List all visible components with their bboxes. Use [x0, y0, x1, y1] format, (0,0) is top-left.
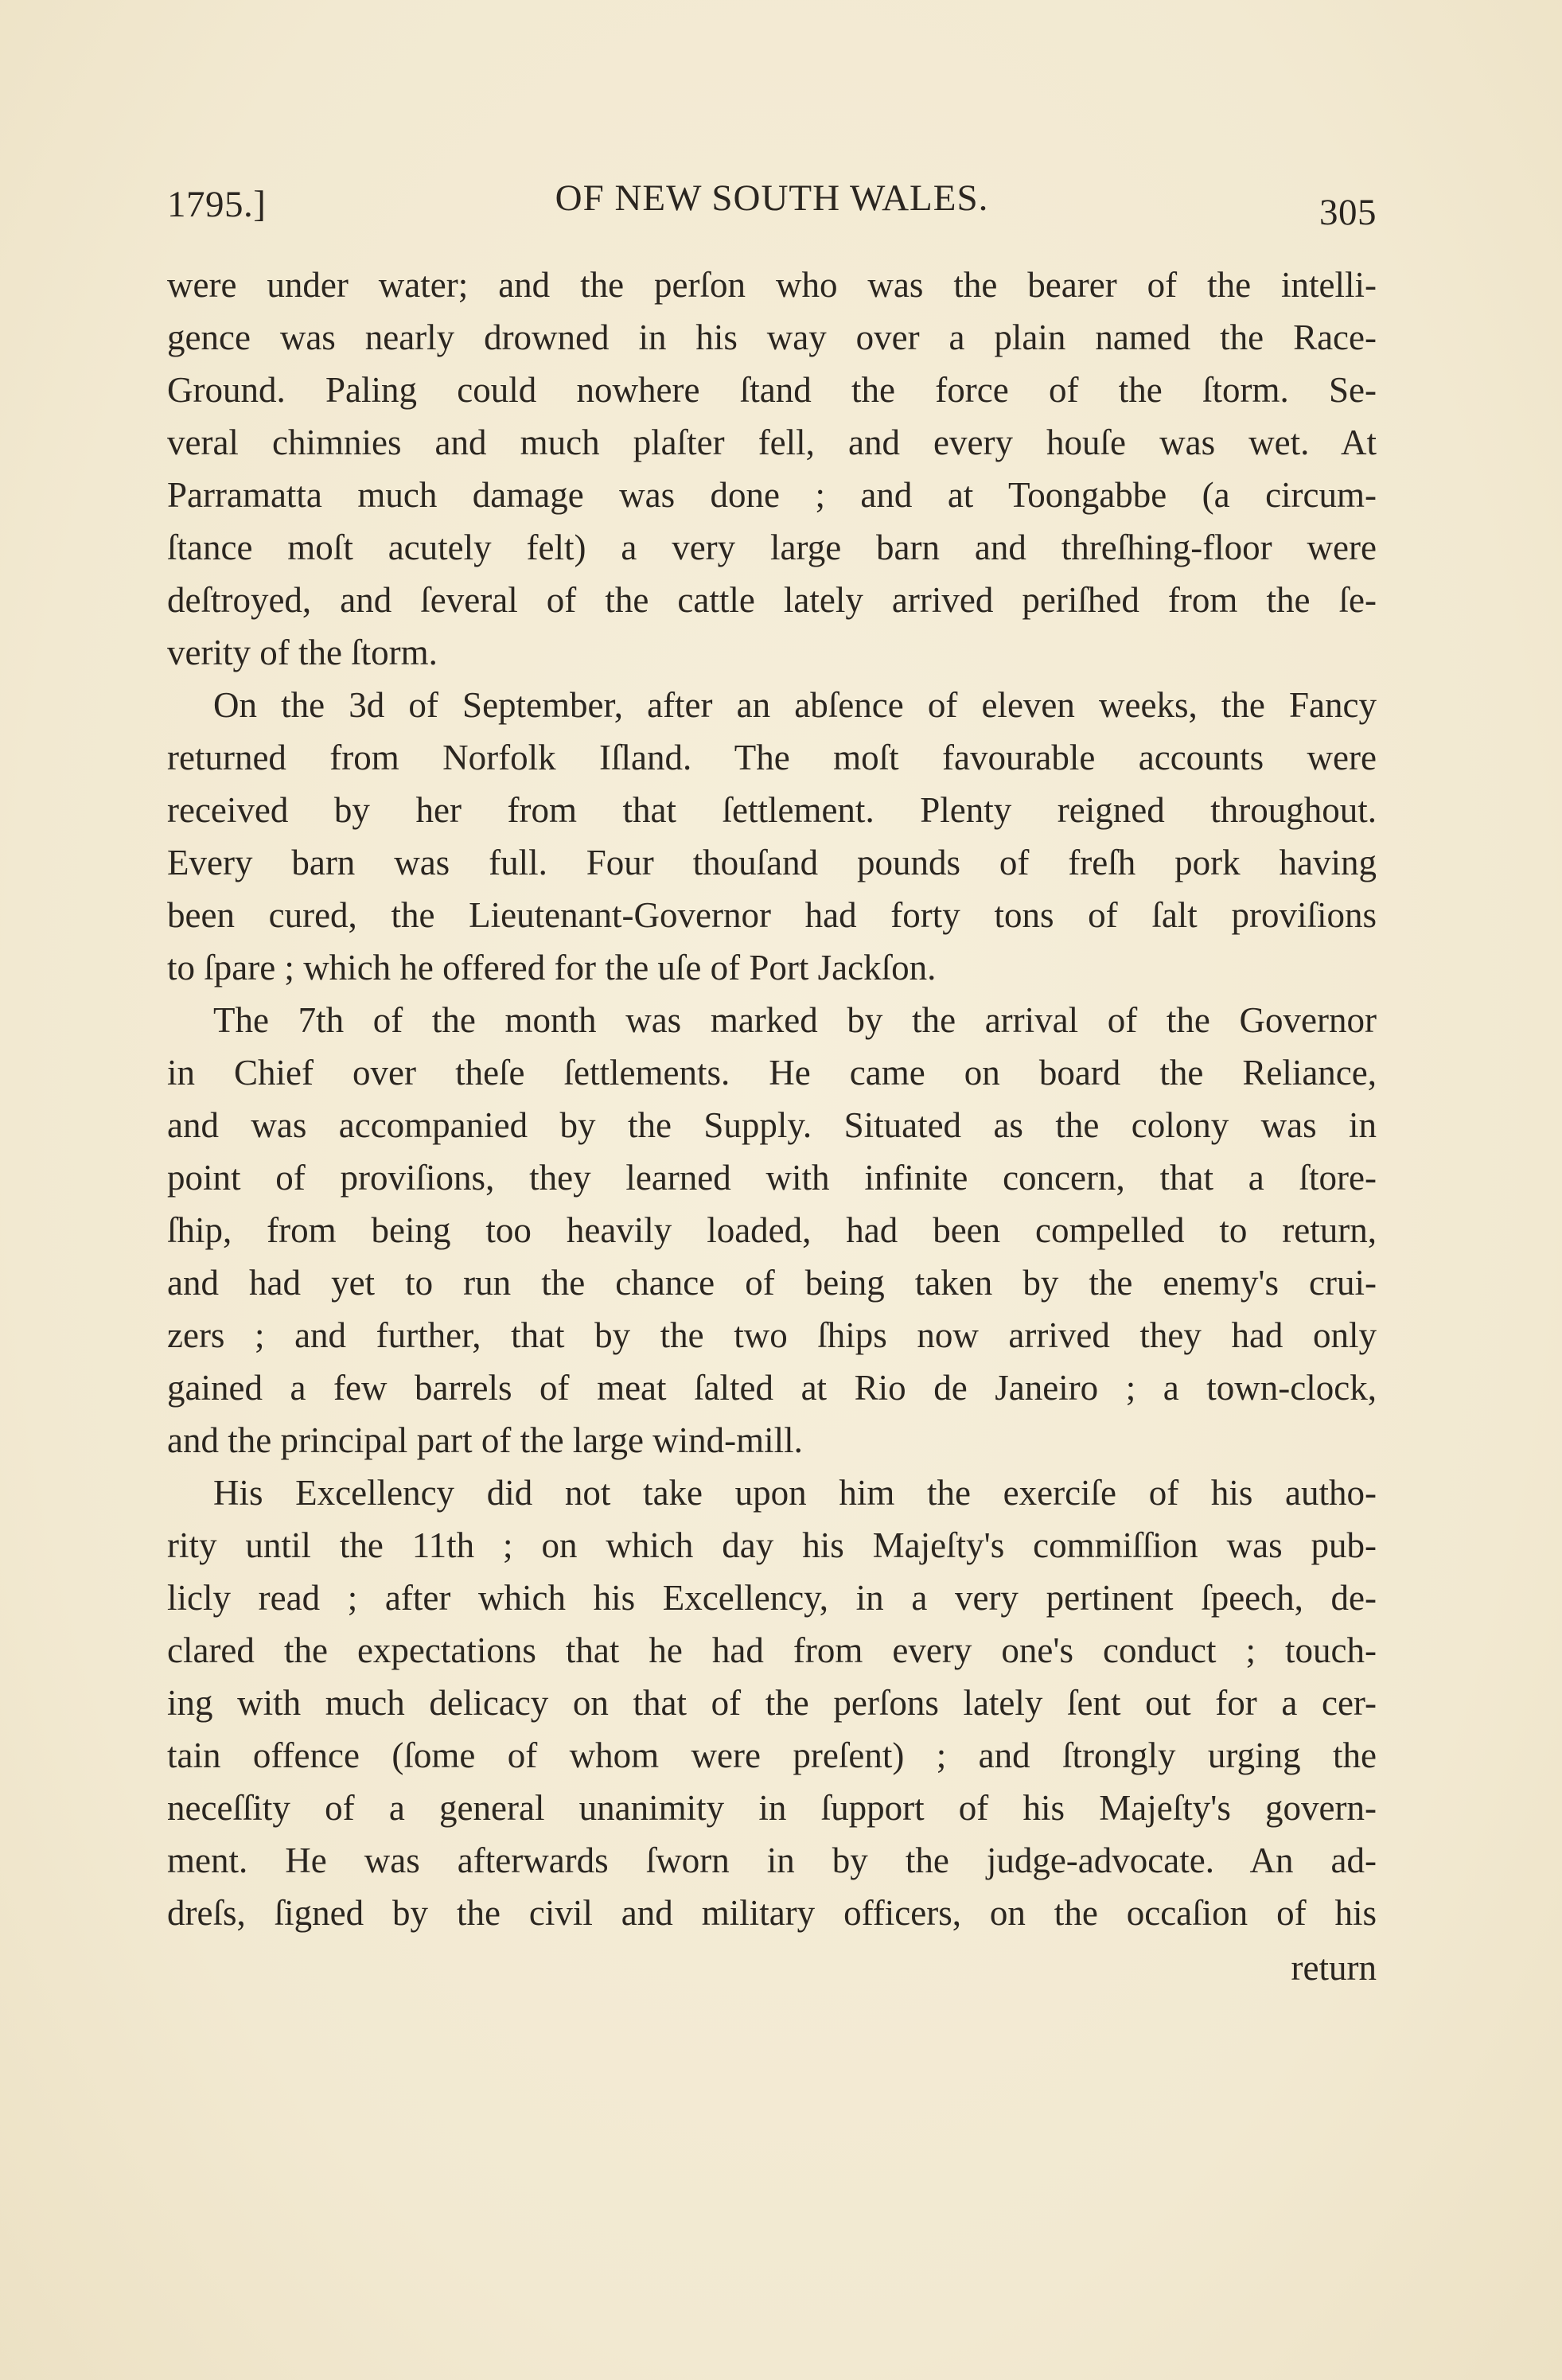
text-line: zers ; and further, that by the two ſhips now arrived they had only [167, 1315, 1377, 1355]
paragraph [167, 259, 1377, 679]
page-number: 305 [1319, 192, 1377, 233]
body-text [167, 259, 1377, 1939]
running-head-year: 1795.] [167, 184, 267, 225]
running-head-title: OF NEW SOUTH WALES. [555, 177, 989, 219]
text-line: point of proviſions, they learned with infinite concern, that a ſtore- [167, 1158, 1377, 1198]
text-line: clared the expectations that he had from every one's conduct ; touch- [167, 1630, 1377, 1670]
text-line: rity until the 11th ; on which day his Majeſty's commiſſion was pub- [167, 1525, 1377, 1565]
text-line: His Excellency did not take upon him the exerciſe of his autho- [213, 1473, 1377, 1513]
text-line: ſtance moſt acutely felt) a very large barn and threſhing-floor were [167, 528, 1377, 567]
running-head [167, 177, 1377, 232]
text-line: ment. He was afterwards ſworn in by the judge-advocate. An ad- [167, 1841, 1377, 1880]
text-line: ing with much delicacy on that of the perſons lately ſent out for a cer- [167, 1683, 1377, 1723]
text-line: ſhip, from being too heavily loaded, had been compelled to return, [167, 1210, 1377, 1250]
text-line: gained a few barrels of meat ſalted at Rio de Janeiro ; a town-clock, [167, 1368, 1377, 1408]
text-line: verity of the ſtorm. [167, 633, 438, 672]
text-line: to ſpare ; which he offered for the uſe of Port Jackſon. [167, 948, 937, 987]
text-line: neceſſity of a general unanimity in ſupport of his Majeſty's govern- [167, 1788, 1377, 1828]
catchword: return [1291, 1948, 1377, 1988]
text-line: tain offence (ſome of whom were preſent) ; and ſtrongly urging the [167, 1735, 1377, 1775]
text-line: Every barn was full. Four thouſand pounds of freſh pork having [167, 843, 1377, 882]
text-line: The 7th of the month was marked by the arrival of the Governor [213, 1000, 1377, 1040]
text-line: and the principal part of the large wind-mill. [167, 1420, 803, 1460]
text-line: deſtroyed, and ſeveral of the cattle lately arrived periſhed from the ſe- [167, 580, 1377, 620]
text-line: in Chief over theſe ſettlements. He came on board the Reliance, [167, 1053, 1377, 1093]
text-line: Ground. Paling could nowhere ſtand the force of the ſtorm. Se- [167, 370, 1377, 410]
text-line: Parramatta much damage was done ; and at Toongabbe (a circum- [167, 475, 1377, 515]
text-line: veral chimnies and much plaſter fell, and every houſe was wet. At [167, 423, 1377, 462]
text-line: On the 3d of September, after an abſence of eleven weeks, the Fancy [213, 685, 1377, 725]
text-line: and was accompanied by the Supply. Situated as the colony was in [167, 1105, 1377, 1145]
text-line: dreſs, ſigned by the civil and military officers, on the occaſion of his [167, 1893, 1377, 1933]
text-line: and had yet to run the chance of being taken by the enemy's crui- [167, 1263, 1377, 1303]
text-line: gence was nearly drowned in his way over a plain named the Race- [167, 317, 1377, 357]
text-line: been cured, the Lieutenant-Governor had forty tons of ſalt proviſions [167, 895, 1377, 935]
paragraph [167, 1467, 1377, 1939]
text-line: returned from Norfolk Iſland. The moſt favourable accounts were [167, 738, 1377, 777]
paragraph [167, 679, 1377, 994]
paragraph [167, 994, 1377, 1467]
text-line: licly read ; after which his Excellency, in a very pertinent ſpeech, de- [167, 1578, 1377, 1618]
text-line: received by her from that ſettlement. Plenty reigned throughout. [167, 790, 1377, 830]
text-line: were under water; and the perſon who was the bearer of the intelli- [167, 265, 1377, 305]
